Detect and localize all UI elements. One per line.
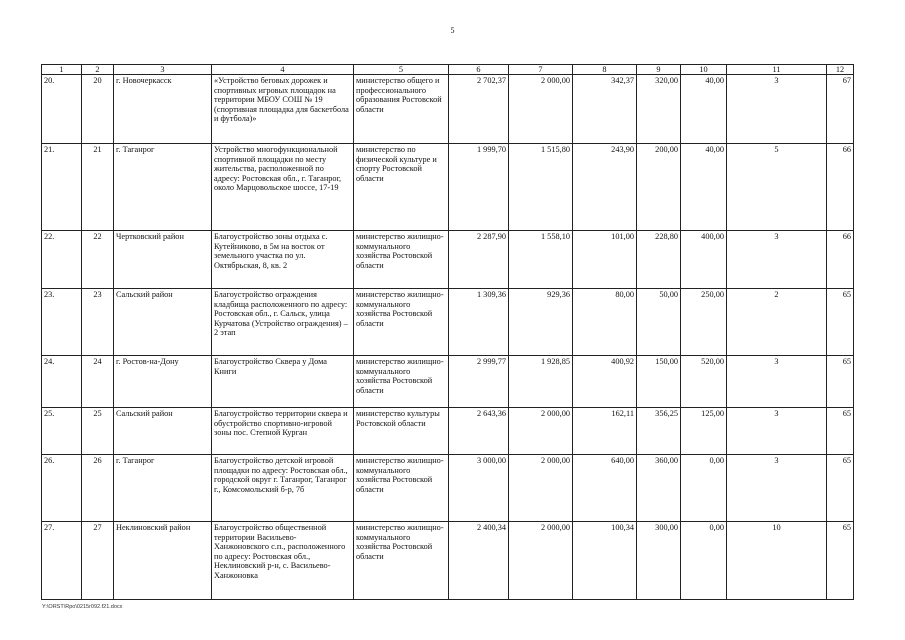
table-row	[42, 289, 854, 356]
value-col-11: 3	[727, 356, 827, 408]
row-number: 25	[82, 408, 114, 455]
value-col-6: 2 702,37	[449, 75, 509, 144]
row-index: 25.	[42, 408, 82, 455]
project-name: Благоустройство зоны отдыха с. Кутейниково, в 5м на восток от земельного участка по ул. Октябрьская, 8, кв. 2	[212, 231, 354, 289]
value-col-12: 65	[827, 455, 854, 522]
col-header-2: 2	[82, 65, 114, 75]
value-col-10: 0,00	[681, 522, 727, 600]
value-col-7: 929,36	[509, 289, 573, 356]
table-row	[42, 408, 854, 455]
value-col-11: 3	[727, 408, 827, 455]
value-col-7: 1 558,10	[509, 231, 573, 289]
value-col-7: 2 000,00	[509, 75, 573, 144]
municipality: г. Таганрог	[114, 455, 212, 522]
value-col-10: 0,00	[681, 455, 727, 522]
value-col-6: 1 999,70	[449, 144, 509, 231]
table-row	[42, 144, 854, 231]
value-col-11: 10	[727, 522, 827, 600]
col-header-6: 6	[449, 65, 509, 75]
table-row	[42, 356, 854, 408]
value-col-11: 3	[727, 75, 827, 144]
ministry: министерство по физической культуре и спорту Ростовской области	[354, 144, 449, 231]
table-row	[42, 75, 854, 144]
ministry: министерство общего и профессионального образования Ростовской области	[354, 75, 449, 144]
value-col-12: 66	[827, 231, 854, 289]
value-col-6: 2 287,90	[449, 231, 509, 289]
table-row	[42, 455, 854, 522]
municipality: Сальский район	[114, 408, 212, 455]
municipality: Сальский район	[114, 289, 212, 356]
value-col-12: 67	[827, 75, 854, 144]
value-col-9: 150,00	[637, 356, 681, 408]
ministry: министерство жилищно-коммунального хозяйства Ростовской области	[354, 455, 449, 522]
row-index: 24.	[42, 356, 82, 408]
project-name: Благоустройство детской игровой площадки по адресу: Ростовская обл., городской округ г. Таганрог, Таганрог г., Комсомольский б-р, 7б	[212, 455, 354, 522]
value-col-8: 80,00	[573, 289, 637, 356]
value-col-8: 342,37	[573, 75, 637, 144]
value-col-12: 65	[827, 289, 854, 356]
row-index: 20.	[42, 75, 82, 144]
value-col-12: 65	[827, 408, 854, 455]
project-name: «Устройство беговых дорожек и спортивных игровых площадок на территории МБОУ СОШ № 19 (спортивная площадка для баскетбола и футбола)»	[212, 75, 354, 144]
value-col-8: 243,90	[573, 144, 637, 231]
project-name: Благоустройство ограждения кладбища расположенного по адресу: Ростовская обл., г. Сальск, улица Курчатова (Устройство ограждения) – 2 этап	[212, 289, 354, 356]
value-col-10: 125,00	[681, 408, 727, 455]
value-col-9: 356,25	[637, 408, 681, 455]
projects-table	[41, 64, 854, 600]
value-col-11: 5	[727, 144, 827, 231]
value-col-9: 300,00	[637, 522, 681, 600]
ministry: министерство жилищно-коммунального хозяйства Ростовской области	[354, 231, 449, 289]
value-col-8: 101,00	[573, 231, 637, 289]
value-col-7: 1 515,80	[509, 144, 573, 231]
value-col-7: 2 000,00	[509, 408, 573, 455]
col-header-12: 12	[827, 65, 854, 75]
row-number: 21	[82, 144, 114, 231]
row-number: 23	[82, 289, 114, 356]
value-col-10: 250,00	[681, 289, 727, 356]
value-col-7: 2 000,00	[509, 455, 573, 522]
page-number: 5	[450, 26, 455, 35]
row-index: 22.	[42, 231, 82, 289]
file-path-footer: Y:\ORST\Rpo\0215r092.f21.docx	[42, 604, 123, 610]
col-header-5: 5	[354, 65, 449, 75]
value-col-11: 3	[727, 455, 827, 522]
value-col-12: 66	[827, 144, 854, 231]
project-name: Благоустройство территории сквера и обустройство спортивно-игровой зоны пос. Степной Курган	[212, 408, 354, 455]
value-col-9: 228,80	[637, 231, 681, 289]
value-col-11: 3	[727, 231, 827, 289]
value-col-8: 100,34	[573, 522, 637, 600]
table-row	[42, 522, 854, 600]
ministry: министерство культуры Ростовской области	[354, 408, 449, 455]
value-col-6: 2 400,34	[449, 522, 509, 600]
value-col-8: 640,00	[573, 455, 637, 522]
value-col-6: 1 309,36	[449, 289, 509, 356]
value-col-10: 520,00	[681, 356, 727, 408]
col-header-8: 8	[573, 65, 637, 75]
value-col-7: 1 928,85	[509, 356, 573, 408]
row-number: 26	[82, 455, 114, 522]
col-header-9: 9	[637, 65, 681, 75]
row-number: 22	[82, 231, 114, 289]
value-col-6: 2 643,36	[449, 408, 509, 455]
value-col-6: 2 999,77	[449, 356, 509, 408]
col-header-1: 1	[42, 65, 82, 75]
row-index: 26.	[42, 455, 82, 522]
row-index: 23.	[42, 289, 82, 356]
value-col-9: 360,00	[637, 455, 681, 522]
value-col-10: 40,00	[681, 144, 727, 231]
col-header-3: 3	[114, 65, 212, 75]
row-number: 24	[82, 356, 114, 408]
ministry: министерство жилищно-коммунального хозяйства Ростовской области	[354, 356, 449, 408]
value-col-8: 400,92	[573, 356, 637, 408]
row-index: 27.	[42, 522, 82, 600]
col-header-4: 4	[212, 65, 354, 75]
value-col-8: 162,11	[573, 408, 637, 455]
table-row	[42, 231, 854, 289]
ministry: министерство жилищно-коммунального хозяйства Ростовской области	[354, 289, 449, 356]
project-name: Благоустройство Сквера у Дома Книги	[212, 356, 354, 408]
value-col-6: 3 000,00	[449, 455, 509, 522]
value-col-10: 400,00	[681, 231, 727, 289]
col-header-11: 11	[727, 65, 827, 75]
column-number-header-row	[42, 65, 854, 75]
value-col-12: 65	[827, 356, 854, 408]
row-number: 27	[82, 522, 114, 600]
municipality: г. Таганрог	[114, 144, 212, 231]
value-col-11: 2	[727, 289, 827, 356]
value-col-9: 200,00	[637, 144, 681, 231]
municipality: г. Новочеркасск	[114, 75, 212, 144]
col-header-7: 7	[509, 65, 573, 75]
project-name: Благоустройство общественной территории Васильево-Ханжоновского с.п., расположенного по адресу: Ростовская обл., Неклиновский р-н, с. Васильево-Ханжоновка	[212, 522, 354, 600]
value-col-9: 320,00	[637, 75, 681, 144]
col-header-10: 10	[681, 65, 727, 75]
value-col-9: 50,00	[637, 289, 681, 356]
project-name: Устройство многофункциональной спортивной площадки по месту жительства, расположенной по адресу: Ростовская обл., г. Таганрог, около Марцовольское шоссе, 17-19	[212, 144, 354, 231]
municipality: Чертковский район	[114, 231, 212, 289]
value-col-7: 2 000,00	[509, 522, 573, 600]
value-col-10: 40,00	[681, 75, 727, 144]
value-col-12: 65	[827, 522, 854, 600]
municipality: г. Ростов-на-Дону	[114, 356, 212, 408]
municipality: Неклиновский район	[114, 522, 212, 600]
row-number: 20	[82, 75, 114, 144]
row-index: 21.	[42, 144, 82, 231]
ministry: министерство жилищно-коммунального хозяйства Ростовской области	[354, 522, 449, 600]
